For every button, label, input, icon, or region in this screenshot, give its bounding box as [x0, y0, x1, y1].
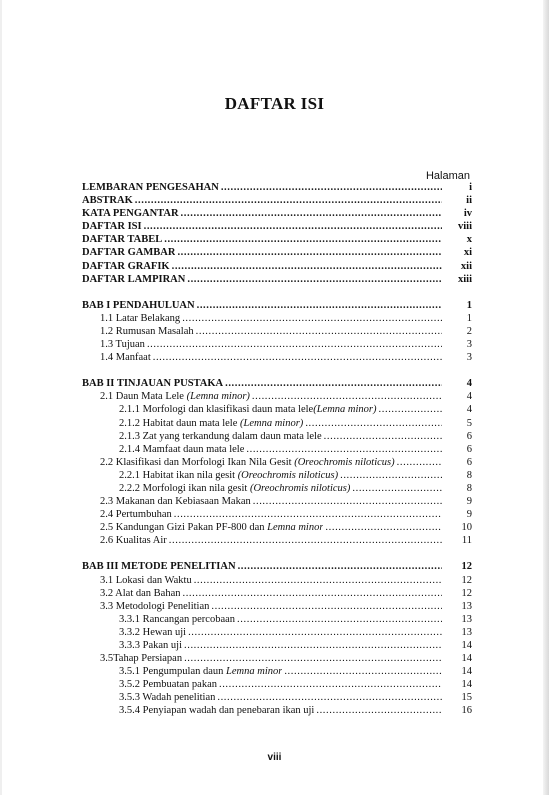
toc-entry-title — [82, 181, 219, 194]
toc-leader-dots — [221, 181, 442, 194]
toc-entry-title-text: 1.2 Rumusan Masalah — [100, 325, 194, 337]
toc-page-number: 2 — [466, 325, 472, 337]
toc-entry-title-text: 2.3 Makanan dan Kebiasaan Makan — [100, 496, 251, 508]
toc-entry-title-text: 2.6 Kualitas Air — [100, 535, 167, 547]
toc-entry-title — [119, 417, 303, 430]
toc-page-number: 6 — [466, 430, 472, 442]
toc-entry-title — [119, 626, 186, 639]
page-title: DAFTAR ISI — [224, 94, 325, 113]
toc-entry — [82, 194, 472, 207]
toc-page-number: 15 — [461, 692, 472, 704]
toc-entry-title-text: 3.5.3 Wadah penelitian — [119, 692, 216, 704]
toc-leader-dots — [196, 325, 442, 338]
toc-entry-title — [100, 587, 180, 600]
toc-entry-title — [82, 377, 223, 390]
toc-leader-dots — [184, 652, 442, 665]
toc-entry-title — [119, 639, 182, 652]
toc-entry-title-text: 2.1.4 Mamfaat daun mata lele — [119, 443, 245, 455]
toc-entry-title — [100, 521, 323, 534]
toc-entry-title — [100, 351, 151, 364]
toc-leader-dots — [153, 351, 442, 364]
toc-entry — [82, 665, 472, 678]
toc-page-number: x — [466, 234, 472, 246]
toc-entry — [82, 482, 472, 495]
toc-entry-title-text: DAFTAR TABEL — [82, 234, 163, 246]
toc-entry-title — [119, 443, 244, 456]
toc-page-number: 8 — [466, 469, 472, 481]
toc-entry — [82, 704, 472, 717]
toc-page-number: xiii — [457, 273, 472, 285]
toc-entry — [82, 574, 472, 587]
toc-leader-dots — [197, 299, 442, 312]
toc-entry-title-text: ABSTRAK — [82, 195, 133, 207]
toc-entry-title-text: 3.1 Lokasi dan Waktu — [100, 574, 192, 586]
toc-entry-title-text: BAB I PENDAHULUAN — [82, 299, 195, 311]
toc-entry-title-text: 2.4 Pertumbuhan — [100, 509, 172, 521]
page-column-label: Halaman — [425, 170, 470, 182]
toc-entry-title-text: BAB II TINJAUAN PUSTAKA — [82, 378, 224, 390]
toc-entry-title — [100, 600, 209, 613]
toc-leader-dots — [316, 704, 442, 717]
toc-entry — [82, 443, 472, 456]
toc-entry-title-text: 2.1.2 Habitat daun mata lele — [119, 417, 241, 429]
toc-page-number: 12 — [461, 587, 472, 599]
toc-leader-dots — [325, 521, 442, 534]
page-number-footer: viii — [267, 752, 282, 763]
toc-entry-title-text: 3.2 Alat dan Bahan — [100, 587, 181, 599]
toc-entry — [82, 351, 472, 364]
toc-page-number: 12 — [461, 561, 472, 573]
toc-leader-dots — [164, 233, 442, 246]
toc-page-number: 5 — [466, 417, 472, 429]
toc-page-number: 1 — [466, 312, 472, 324]
toc-entry-title-text: DAFTAR GAMBAR — [82, 247, 176, 259]
toc-entry-title-text: 3.5.2 Pembuatan pakan — [119, 679, 217, 691]
toc-page-number: 9 — [466, 496, 472, 508]
toc-entry-title-text: 1.1 Latar Belakang — [100, 312, 181, 324]
toc-page-number: 4 — [466, 404, 472, 416]
toc-entry-title — [119, 403, 377, 416]
toc-entry — [82, 417, 472, 430]
toc-entry-title — [82, 560, 236, 573]
toc-entry-title — [82, 273, 185, 286]
toc-entry — [82, 325, 472, 338]
toc-leader-dots — [397, 456, 442, 469]
toc-leader-dots — [181, 207, 442, 220]
toc-entry-title-italic: (Oreochromis niloticus) — [294, 456, 395, 468]
toc-page-number: 14 — [461, 640, 472, 651]
toc-entry — [82, 626, 472, 639]
toc-entry-title — [119, 691, 215, 704]
toc-page-number: 13 — [461, 600, 472, 612]
toc-leader-dots — [217, 691, 442, 704]
toc-page-number: ii — [466, 195, 472, 207]
toc-leader-dots — [324, 430, 442, 443]
toc-page-number: 1 — [466, 299, 472, 311]
toc-entry-title — [100, 325, 194, 338]
toc-entry — [82, 299, 472, 312]
toc-entry-title — [100, 495, 251, 508]
toc-entry-title-text: 3.5.4 Penyiapan wadah dan penebaran ikan uji — [119, 705, 315, 717]
toc-entry-title — [82, 299, 195, 312]
toc-entry-title-italic: (Lemna minor) — [240, 417, 304, 429]
toc-page-number: 6 — [466, 443, 472, 455]
toc-leader-dots — [305, 417, 442, 430]
toc-entry — [82, 495, 472, 508]
toc-entry-title-text: 2.2.1 Habitat ikan nila gesit — [119, 469, 238, 481]
toc-entry-title-text: DAFTAR GRAFIK — [82, 260, 170, 272]
toc-leader-dots — [237, 613, 442, 626]
toc-leader-dots — [219, 678, 442, 691]
toc-entry — [82, 560, 472, 573]
page-edge-right — [543, 0, 549, 795]
toc-entry — [82, 312, 472, 325]
toc-page-number: 3 — [466, 352, 472, 364]
toc-entry — [82, 338, 472, 351]
page-edge-left — [0, 0, 2, 795]
toc-entry — [82, 613, 472, 626]
toc-entry-title-text: 3.5Tahap Persiapan — [100, 653, 183, 665]
toc-entry — [82, 600, 472, 613]
toc-entry — [82, 678, 472, 691]
toc-entry — [82, 181, 472, 194]
toc-entry-title — [119, 613, 235, 626]
table-of-contents — [82, 181, 472, 718]
toc-page-number: 12 — [461, 574, 472, 586]
toc-entry-title-text: DAFTAR LAMPIRAN — [82, 273, 186, 285]
toc-entry-title — [100, 390, 250, 403]
toc-entry-title-text: 3.3.2 Hewan uji — [119, 626, 187, 638]
toc-entry-title — [119, 430, 322, 443]
toc-entry — [82, 207, 472, 220]
toc-page-number: xii — [460, 260, 472, 272]
toc-entry-title-italic: (Oreochromis niloticus) — [249, 482, 351, 494]
toc-entry — [82, 469, 472, 482]
toc-page-number: 9 — [466, 509, 472, 521]
toc-entry-title-text: 1.3 Tujuan — [100, 339, 145, 351]
toc-entry-title-text: KATA PENGANTAR — [82, 208, 179, 220]
toc-entry-title — [119, 678, 217, 691]
toc-entry-title-text: 2.2.2 Morfologi ikan nila gesit — [119, 482, 250, 494]
toc-entry-title-text: 3.5.1 Pengumpulan daun — [119, 666, 227, 678]
toc-leader-dots — [379, 403, 442, 416]
toc-entry — [82, 456, 472, 469]
toc-entry-title — [82, 220, 142, 233]
toc-entry — [82, 220, 472, 233]
toc-entry-title-text: 2.1.3 Zat yang terkandung dalam daun mata lele — [119, 430, 322, 442]
toc-entry — [82, 246, 472, 259]
toc-leader-dots — [172, 260, 442, 273]
toc-page-number: iv — [463, 208, 472, 220]
toc-page-number: 16 — [461, 705, 472, 717]
toc-leader-dots — [340, 469, 442, 482]
toc-leader-dots — [211, 600, 442, 613]
toc-entry-title-text: 2.1 Daun Mata Lele — [100, 391, 187, 403]
toc-leader-dots — [284, 665, 442, 678]
toc-entry-title — [100, 652, 182, 665]
toc-leader-dots — [246, 443, 442, 456]
toc-leader-dots — [252, 390, 442, 403]
toc-page-number: 6 — [466, 456, 472, 468]
toc-entry — [82, 587, 472, 600]
toc-entry-title-text: LEMBARAN PENGESAHAN — [82, 182, 219, 193]
toc-entry-title — [100, 508, 172, 521]
toc-page-number: xi — [463, 247, 472, 259]
toc-page-number: 4 — [466, 378, 472, 390]
toc-leader-dots — [144, 220, 442, 233]
toc-leader-dots — [174, 508, 442, 521]
toc-leader-dots — [253, 495, 442, 508]
toc-entry-title — [100, 338, 145, 351]
toc-leader-dots — [194, 574, 442, 587]
toc-page-number: 14 — [461, 679, 472, 691]
toc-entry-title — [100, 456, 395, 469]
toc-entry — [82, 233, 472, 246]
toc-entry-title — [119, 469, 338, 482]
toc-entry — [82, 390, 472, 403]
toc-entry-title-italic: Lemna minor — [267, 522, 324, 534]
toc-entry — [82, 377, 472, 390]
toc-page-number: 10 — [461, 522, 472, 534]
toc-entry-title-italic: (Lemna minor) — [186, 391, 250, 403]
toc-page-number: 3 — [466, 339, 472, 351]
toc-entry-title-text: 3.3.1 Rancangan percobaan — [119, 613, 236, 625]
toc-entry — [82, 691, 472, 704]
toc-page-number: 13 — [461, 626, 472, 638]
toc-entry-title-italic: Lemna minor — [226, 666, 283, 678]
toc-entry-title — [82, 207, 179, 220]
toc-entry-title-text: DAFTAR ISI — [82, 221, 142, 233]
toc-leader-dots — [187, 273, 442, 286]
toc-entry-title-text: BAB III METODE PENELITIAN — [82, 561, 236, 573]
toc-leader-dots — [135, 194, 442, 207]
toc-entry-title — [82, 233, 162, 246]
toc-entry-title-text: 2.2 Klasifikasi dan Morfologi Ikan Nila Gesit — [100, 456, 295, 468]
toc-entry — [82, 260, 472, 273]
toc-entry-title — [119, 704, 314, 717]
toc-page-number: 14 — [461, 653, 472, 665]
toc-page-number: 11 — [461, 535, 472, 547]
toc-page-number: 4 — [466, 391, 472, 403]
toc-page-number: 8 — [466, 482, 472, 494]
toc-entry — [82, 273, 472, 286]
toc-entry — [82, 652, 472, 665]
toc-entry-title — [119, 665, 282, 678]
toc-leader-dots — [147, 338, 442, 351]
toc-leader-dots — [188, 626, 442, 639]
toc-leader-dots — [184, 639, 442, 652]
toc-entry-title-italic: (Oreochromis niloticus) — [237, 469, 339, 481]
toc-leader-dots — [177, 246, 442, 259]
toc-entry-title — [82, 260, 170, 273]
toc-entry-title — [82, 194, 133, 207]
toc-entry-title-text: 2.5 Kandungan Gizi Pakan PF-800 dan — [100, 522, 268, 534]
toc-entry-title-text: 1.4 Manfaat — [100, 352, 151, 364]
toc-leader-dots — [182, 587, 442, 600]
toc-leader-dots — [225, 377, 442, 390]
toc-entry — [82, 534, 472, 547]
toc-entry-title-text: 3.3.3 Pakan uji — [119, 640, 182, 651]
toc-entry — [82, 521, 472, 534]
toc-page-number: 14 — [461, 666, 472, 678]
toc-entry-title-text: 2.1.1 Morfologi dan klasifikasi daun mata lele — [119, 404, 314, 416]
toc-page-number: i — [469, 182, 472, 193]
toc-entry — [82, 508, 472, 521]
toc-entry — [82, 403, 472, 416]
toc-page-number: 13 — [461, 613, 472, 625]
toc-leader-dots — [169, 534, 442, 547]
toc-entry — [82, 430, 472, 443]
toc-entry-title-italic: (Lemna minor) — [313, 404, 377, 416]
toc-leader-dots — [238, 560, 442, 573]
toc-entry-title — [100, 312, 180, 325]
toc-entry-title-text: 3.3 Metodologi Penelitian — [100, 600, 210, 612]
toc-leader-dots — [182, 312, 442, 325]
toc-page-number: viii — [457, 221, 472, 233]
toc-entry-title — [100, 534, 167, 547]
toc-entry-title — [119, 482, 350, 495]
toc-entry — [82, 639, 472, 652]
toc-entry-title — [82, 246, 175, 259]
toc-entry-title — [100, 574, 192, 587]
toc-leader-dots — [352, 482, 442, 495]
